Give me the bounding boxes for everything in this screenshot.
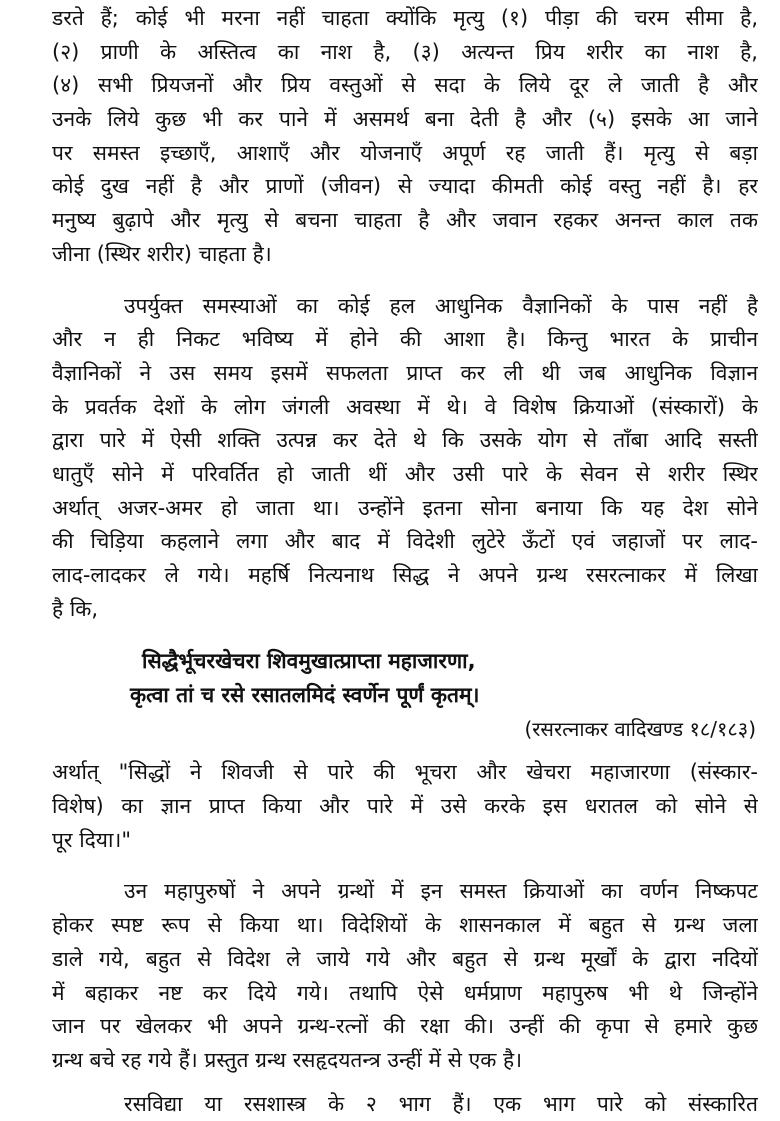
text-line: (२) प्राणी के अस्तित्व का नाश है, (३) अत्यन्त प्रिय शरीर का नाश है, (52, 39, 758, 64)
text-line: पूर दिया।" (52, 827, 132, 852)
text-line: जीना (स्थिर शरीर) चाहता है। (52, 241, 272, 266)
paragraph-gap (52, 857, 758, 875)
text-line: उनके लिये कुछ भी कर पाने में असमर्थ बना देती है और (५) इसके आ जाने (52, 107, 758, 132)
text-line: ग्रन्थ बचे रह गये हैं। प्रस्तुत ग्रन्थ रसहृदयतन्त्र उन्हीं में से एक है। (52, 1047, 523, 1072)
text-line: है कि, (52, 596, 99, 621)
text-line: जान पर खेलकर भी अपने ग्रन्थ-रत्नों की रक्षा की। उन्हीं की कृपा से हमारे कुछ (52, 1014, 758, 1039)
text-line: होकर स्पष्ट रूप से किया था। विदेशियों के शासनकाल में बहुत से ग्रन्थ जला (52, 913, 758, 938)
text-line: उन महापुरुषों ने अपने ग्रन्थों में इन समस्त क्रियाओं का वर्णन निष्कपट (124, 879, 758, 904)
paragraph-gap (52, 272, 758, 290)
text-line: डरते हैं; कोई भी मरना नहीं चाहता क्योंकि मृत्यु (१) पीड़ा की चरम सीमा है, (52, 6, 758, 30)
paragraph-rasashastra (52, 1088, 758, 1121)
text-line: वैज्ञानिकों ने उस समय इसमें सफलता प्राप्त कर ली थी जब आधुनिक विज्ञान (52, 360, 758, 385)
paragraph-gap (52, 1078, 758, 1088)
text-line: पर समस्त इच्छाएँ, आशाएँ और योजनाएँ अपूर्ण रह जाती हैं। मृत्यु से बड़ा (52, 140, 758, 165)
paragraph-translation (52, 756, 758, 857)
text-line: (४) सभी प्रियजनों और प्रिय वस्तुओं से सदा के लिये दूर ले जाती है और (52, 73, 758, 98)
text-line: में बहाकर नष्ट कर दिये गये। तथापि ऐसे धर्मप्राण महापुरुष भी थे जिन्होंने (52, 980, 758, 1005)
sanskrit-verse (52, 644, 758, 746)
text-line: विशेष) का ज्ञान प्राप्त किया और पारे में उसे करके इस धरातल को सोने से (52, 794, 758, 819)
text-line: अर्थात् अजर-अमर हो जाता था। उन्होंने इतना सोना बनाया कि यह देश सोने (52, 495, 758, 520)
text-line: की चिड़िया कहलाने लगा और बाद में विदेशी लुटेरे ऊँटों एवं जहाजों पर लाद- (52, 529, 758, 554)
text-line: लाद-लादकर ले गये। महर्षि नित्यनाथ सिद्ध ने अपने ग्रन्थ रसरत्नाकर में लिखा (52, 563, 758, 587)
verse-line: सिद्धैर्भूचरखेचरा शिवमुखात्प्राप्ता महाजारणा, (142, 649, 476, 674)
text-line: धातुएँ सोने में परिवर्तित हो जाती थीं और उसी पारे के सेवन से शरीर स्थिर (52, 461, 758, 486)
text-line: कोई दुख नहीं है और प्राणों (जीवन) से ज्यादा कीमती कोई वस्तु नहीं है। हर (52, 174, 758, 199)
text-line: डाले गये, बहुत से विदेश ले जाये गये और बहुत से ग्रन्थ मूर्खों के द्वारा नदियों (52, 946, 758, 971)
text-line: के प्रवर्तक देशों के लोग जंगली अवस्था में थे। वे विशेष क्रियाओं (संस्कारों) के (52, 394, 758, 419)
paragraph-great-souls (52, 875, 758, 1077)
text-line: रसविद्या या रसशास्त्र के २ भाग हैं। एक भाग पारे को संस्कारित (124, 1091, 758, 1116)
paragraph-mortality (52, 2, 758, 272)
verse-line: कृत्वा तां च रसे रसातलमिदं स्वर्णेन पूर्णं कृतम्। (130, 683, 480, 708)
text-line: और न ही निकट भविष्य में होने की आशा है। किन्तु भारत के प्राचीन (52, 327, 758, 352)
paragraph-ancient-scientists (52, 290, 758, 627)
paragraph-gap (52, 746, 758, 756)
paragraph-gap (52, 626, 758, 644)
text-line: मनुष्य बुढ़ापे और मृत्यु से बचना चाहता है और जवान रहकर अनन्त काल तक (52, 208, 758, 233)
text-line: अर्थात् "सिद्धों ने शिवजी से पारे की भूचरा और खेचरा महाजारणा (संस्कार- (52, 760, 758, 785)
text-line: द्वारा पारे में ऐसी शक्ति उत्पन्न कर देते थे कि उसके योग से ताँबा आदि सस्ती (52, 428, 758, 453)
text-line: उपर्युक्त समस्याओं का कोई हल आधुनिक वैज्ञानिकों के पास नहीं है (124, 293, 758, 318)
verse-citation: (रसरत्नाकर वादिखण्ड १८/१८३) (524, 717, 756, 742)
